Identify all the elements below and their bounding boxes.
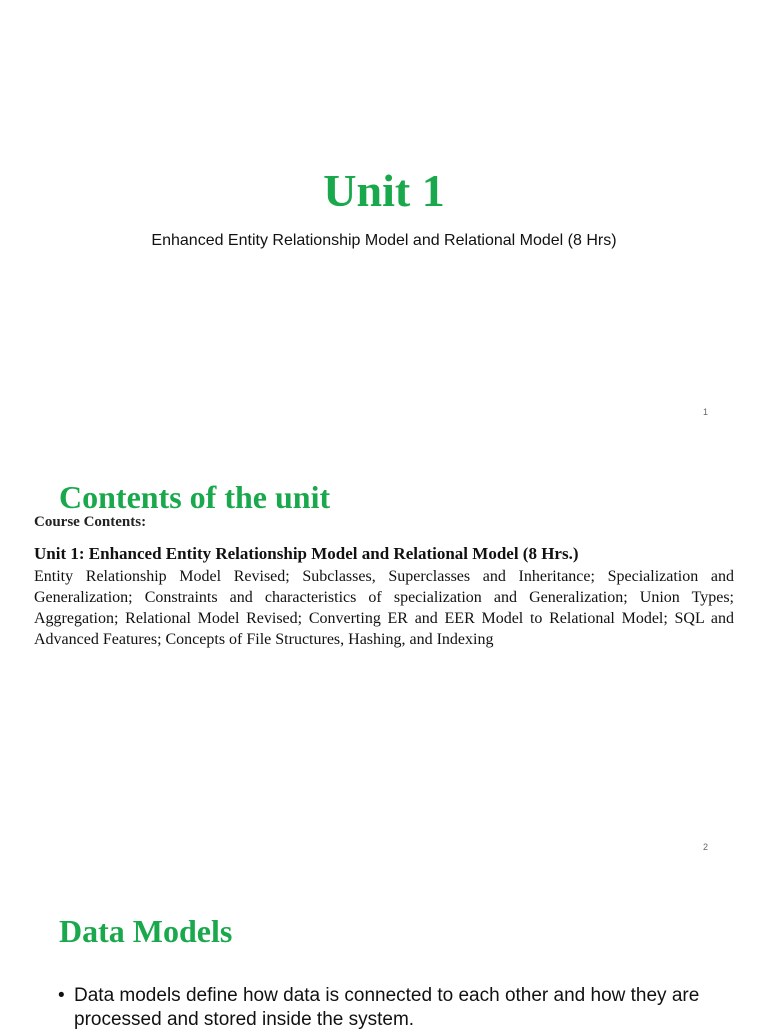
slide-1 [0, 0, 768, 437]
slide-number: 1 [702, 407, 708, 417]
slide-3 [0, 874, 768, 1030]
bullet-text: Data models define how data is connected to each other and how they are processed and stored inside the system. [74, 985, 700, 1030]
syllabus-body: Entity Relationship Model Revised; Subclasses, Superclasses and Inheritance; Specialization and Generalization; Constraints and characteristics of specialization and Generalization; Union Types; Aggregation; Relational Model Revised; Converting ER and EER Model to Relational Model; SQL and Advanced Features; Concepts of File Structures, Hashing, and Indexing [34, 568, 734, 648]
syllabus-heading: Unit 1: Enhanced Entity Relationship Model and Relational Model (8 Hrs.) [34, 544, 579, 563]
bullet-item [58, 984, 738, 1032]
slide-title: Unit 1 [323, 165, 445, 216]
bullet-icon: • [58, 985, 65, 1006]
slide-title: Data Models [59, 913, 233, 949]
syllabus-clipped-heading: Course Contents: [34, 514, 147, 530]
slide-2 [0, 437, 768, 874]
slide-number: 2 [702, 842, 708, 852]
slide-subtitle: Enhanced Entity Relationship Model and Relational Model (8 Hrs) [151, 232, 617, 249]
syllabus-image [34, 514, 736, 653]
slide-title: Contents of the unit [59, 479, 331, 515]
